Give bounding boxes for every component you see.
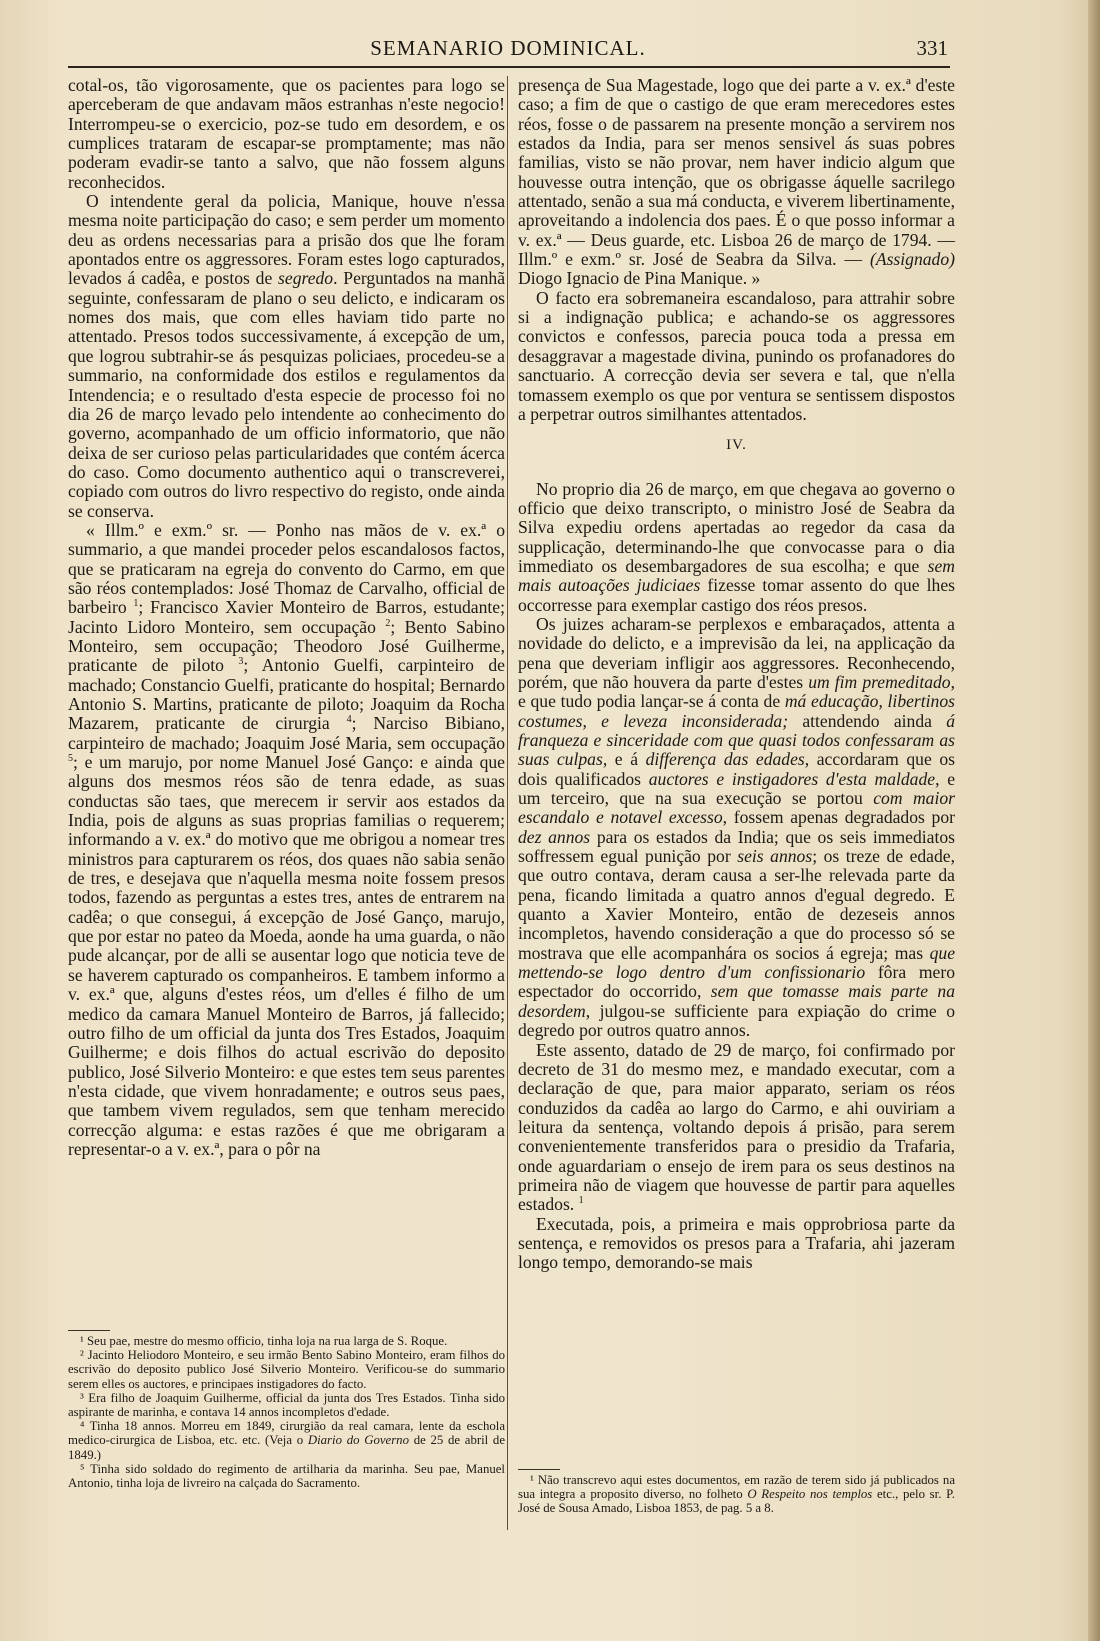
footnotes-left xyxy=(68,1334,505,1490)
footnote: ¹ Seu pae, mestre do mesmo officio, tinha loja na rua larga de S. Roque. xyxy=(80,1334,448,1348)
footnotes-right xyxy=(518,1473,955,1516)
footnote: ³ Era filho de Joaquim Guilherme, official da junta dos Tres Estados. Tinha sido aspirante de marinha, e contava 14 annos incompletos d'edade. xyxy=(68,1390,505,1420)
column-rule xyxy=(507,76,508,1530)
footnote: ⁵ Tinha sido soldado do regimento de artilharia da marinha. Seu pae, Manuel Antonio, tinha loja de livreiro na calçada do Sacramento. xyxy=(68,1461,505,1491)
section-numeral: IV. xyxy=(726,437,747,454)
footnote-marker: 1 xyxy=(578,1195,584,1207)
paragraph: O facto era sobremaneira escandaloso, para attrahir sobre si a indignação publica; e achando-se os aggressores convictos e confessos, parecia pouca toda a pressa em desaggravar a magestade divina, punindo os profanadores do sanctuario. A correcção devia ser severa e tal, que n'ella tomassem exemplo os que por ventura se sentissem dispostos a perpetrar outros similhantes attentados. xyxy=(518,287,955,424)
header-rule xyxy=(68,66,950,68)
footnote-marker: 4 xyxy=(346,714,352,726)
footnote-rule xyxy=(518,1469,560,1470)
footnote-marker: 3 xyxy=(238,656,244,668)
footnote-marker: 5 xyxy=(68,753,73,765)
right-column xyxy=(518,76,955,1273)
paragraph: O intendente geral da policia, Manique, houve n'essa mesma noite participação do caso; e sem perder um momento deu as ordens necessarias para a prisão dos que lhe foram apontados entre os aggressores. Foram estes logo capturados, levados á cadêa, e postos de segredo. Perguntados na manhã seguinte, confessaram de plano o seu delicto, e indicaram os nomes dos mais, que com elles haviam tido parte no attentado. Presos todos successivamente, á excepção de um, que logrou subtrahir-se ás pesquizas policiaes, procedeu-se a summario, na conformidade dos estilos e regulamentos da Intendencia; e o resultado d'esta especie de processo foi no dia 26 de março levado pelo intendente ao conhecimento do governo, acompanhado de um officio informatorio, que não deixa de ser curioso pelas particularidades que contém ácerca do caso. Como documento authentico aqui o transcreverei, copiado com outros do livro respectivo do registo, onde ainda se conserva. xyxy=(68,191,506,521)
running-header xyxy=(68,32,948,66)
paragraph: Os juizes acharam-se perplexos e embaraçados, attenta a novidade do delicto, e a imprevisão da lei, na applicação da pena que deveriam infligir aos aggressores. Reconhecendo, porém, que não houvera da parte d'estes um fim premeditado, e que tudo podia lançar-se á conta de má educação, libertinos costumes, e leveza inconsiderada; attendendo ainda á franqueza e sinceridade com que quasi todos confessaram as suas culpas, e á differença das edades, accordaram que os dois qualificados auctores e instigadores d'esta maldade, e um terceiro, que na sua execução se portou com maior escandalo e notavel excesso, fossem apenas degradados por dez annos para os estados da India; que os seis immediatos soffressem egual punição por seis annos; os treze de edade, que outro contava, deram causa a ser-lhe relevada parte da pena, ficando limitada a quatro annos d'egual degredo. E quanto a Xavier Monteiro, então de dezeseis annos incompletos, havendo consideração a que do processo só se mostrava que elle acompanhára os socios á egreja; mas que mettendo-se logo dentro d'um confissionario fôra mero espectador do occorrido, sem que tomasse mais parte na desordem, julgou-se sufficiente para expiação do crime o degredo por outros quatro annos. xyxy=(518,613,956,1041)
journal-title: SEMANARIO DOMINICAL. xyxy=(370,36,646,60)
letter-quote: « Illm.º e exm.º sr. — Ponho nas mãos de v. ex.ª o summario, a que mandei proceder pelos escandalosos factos, que se praticaram na egreja do convento do Carmo, em que são réos contemplados: José Thomaz de Carvalho, official de barbeiro $^1$; Francisco Xavier Monteiro de Barros, estudante; Jacinto Lidoro Monteiro, sem occupação $^2$; Bento Sabino Monteiro, sem occupação; Theodoro José Guilherme, praticante de piloto $^3$; Antonio Guelfi, carpinteiro de machado; Constancio Guelfi, praticante do hospital; Bernardo Antonio S. Martins, praticante de piloto; Joaquim da Rocha Mazarem, praticante de cirurgia $^4$; Narciso Bibiano, carpinteiro de machado; Joaquim José Maria, sem occupação $^5$; e um marujo, por nome Manuel José Ganço: e ainda que alguns dos mesmos réos são de tenra edade, as suas conductas são taes, que merecem ir servir aos estados da India, pois de alguns as suas proprias familias o requerem; informando a v. ex.ª do motivo que me obrigou a nomear tres ministros para capturarem os réos, dos quaes não sabia senão de tres, e desejava que n'aquella mesma noite fossem presos todos, fazendo as perguntas a estes tres, antes de entrarem na cadêa; o que consegui, á excepção de José Ganço, marujo, que por estar no pateo da Moeda, aonde ha uma guarda, o não pude alcançar, por de alli se ausentar logo que noticia teve de se haverem capturado os companheiros. E tambem informo a v. ex.ª que, alguns d'estes réos, um d'elles é filho de um medico da camara Manuel Monteiro de Barros, já fallecido; outro filho de um official da junta dos Tres Estados, Joaquim Guilherme; e dois filhos do actual escrivão do deposito publico, José Silverio Monteiro: e que estes tem seus parentes n'esta cidade, que vivem honradamente; e outros seus paes, que tambem vivem regulados, sem que tenham merecido correcção alguma: e estas razões é que me obrigaram a representar-o a v. ex.ª, para o pôr na xyxy=(68,519,505,1159)
footnote-marker: 1 xyxy=(133,598,139,610)
footnote: ¹ Não transcrevo aqui estes documentos, em razão de terem sido já publicados na sua integra a proposito diverso, no folheto O Respeito nos templos etc., pelo sr. P. José de Sousa Amado, Lisboa 1853, de pag. 5 a 8. xyxy=(518,1473,955,1516)
paragraph: No proprio dia 26 de março, em que chegava ao governo o officio que deixo transcripto, o ministro José de Seabra da Silva expediu ordens apertadas ao regedor da casa da supplicação, determinando-lhe que convocasse para o dia immediato os desembargadores de sua escolha; e que sem mais autoações judiciaes fizesse tomar assento do que lhes occorresse para exemplar castigo dos réos presos. xyxy=(518,478,955,615)
paragraph: cotal-os, tão vigorosamente, que os pacientes para logo se aperceberam de que andavam mãos estranhas n'este negocio! Interrompeu-se o exercicio, poz-se tudo em desordem, e os cumplices trataram de escapar-se promptamente; mas não poderam evadir-se tanto a salvo, que não fossem alguns reconhecidos. xyxy=(68,75,505,192)
letter-quote-continued: presença de Sua Magestade, logo que dei parte a v. ex.ª d'este caso; a fim de que o castigo de que eram merecedores estes réos, fosse o de passarem na presente monção a servirem nos estados da India, para ser menos sensivel ás suas pobres familias, visto se não provar, nem haver indicio algum que houvesse outra intenção, que os obrigasse áquelle sacrilego attentado, senão a sua má conducta, e viverem libertinamente, aproveitando a indolencia dos paes. É o que posso informar a v. ex.ª — Deus guarde, etc. Lisboa 26 de março de 1794. — Illm.º e exm.º sr. José de Seabra da Silva. — (Assignado) Diogo Ignacio de Pina Manique. » xyxy=(518,75,955,289)
footnote-marker: 2 xyxy=(385,617,391,629)
paragraph: Este assento, datado de 29 de março, foi confirmado por decreto de 31 do mesmo mez, e mandado executar, com a declaração de que, para maior apparato, seriam os réos conduzidos da cadêa ao largo do Carmo, e ahi ouviriam a leitura da sentença, voltando depois á prisão, para serem convenientemente transferidos para o presidio da Trafaria, onde aguardariam o ensejo de irem para os seus destinos na primeira não de viagem que houvesse de partir para aquelles estados. $^1$ xyxy=(518,1039,955,1215)
page-number: 331 xyxy=(916,36,948,60)
left-column xyxy=(68,76,505,1159)
footnote-rule xyxy=(68,1330,110,1331)
footnote: ² Jacinto Heliodoro Monteiro, e seu irmão Bento Sabino Monteiro, eram filhos do escrivão do deposito publico José Silverio Monteiro. Verificou-se do summario serem elles os auctores, e principaes instigadores do facto. xyxy=(68,1348,505,1391)
book-spine-edge xyxy=(1088,0,1100,1641)
footnote: ⁴ Tinha 18 annos. Morreu em 1849, cirurgião da real camara, lente da eschola medico-cirurgica de Lisboa, etc. etc. (Veja o Diario do Governo de 25 de abril de 1849.) xyxy=(68,1419,506,1462)
paragraph: Executada, pois, a primeira e mais opprobriosa parte da sentença, e removidos os presos para a Trafaria, ahi jazeram longo tempo, demorando-se mais xyxy=(518,1213,955,1273)
